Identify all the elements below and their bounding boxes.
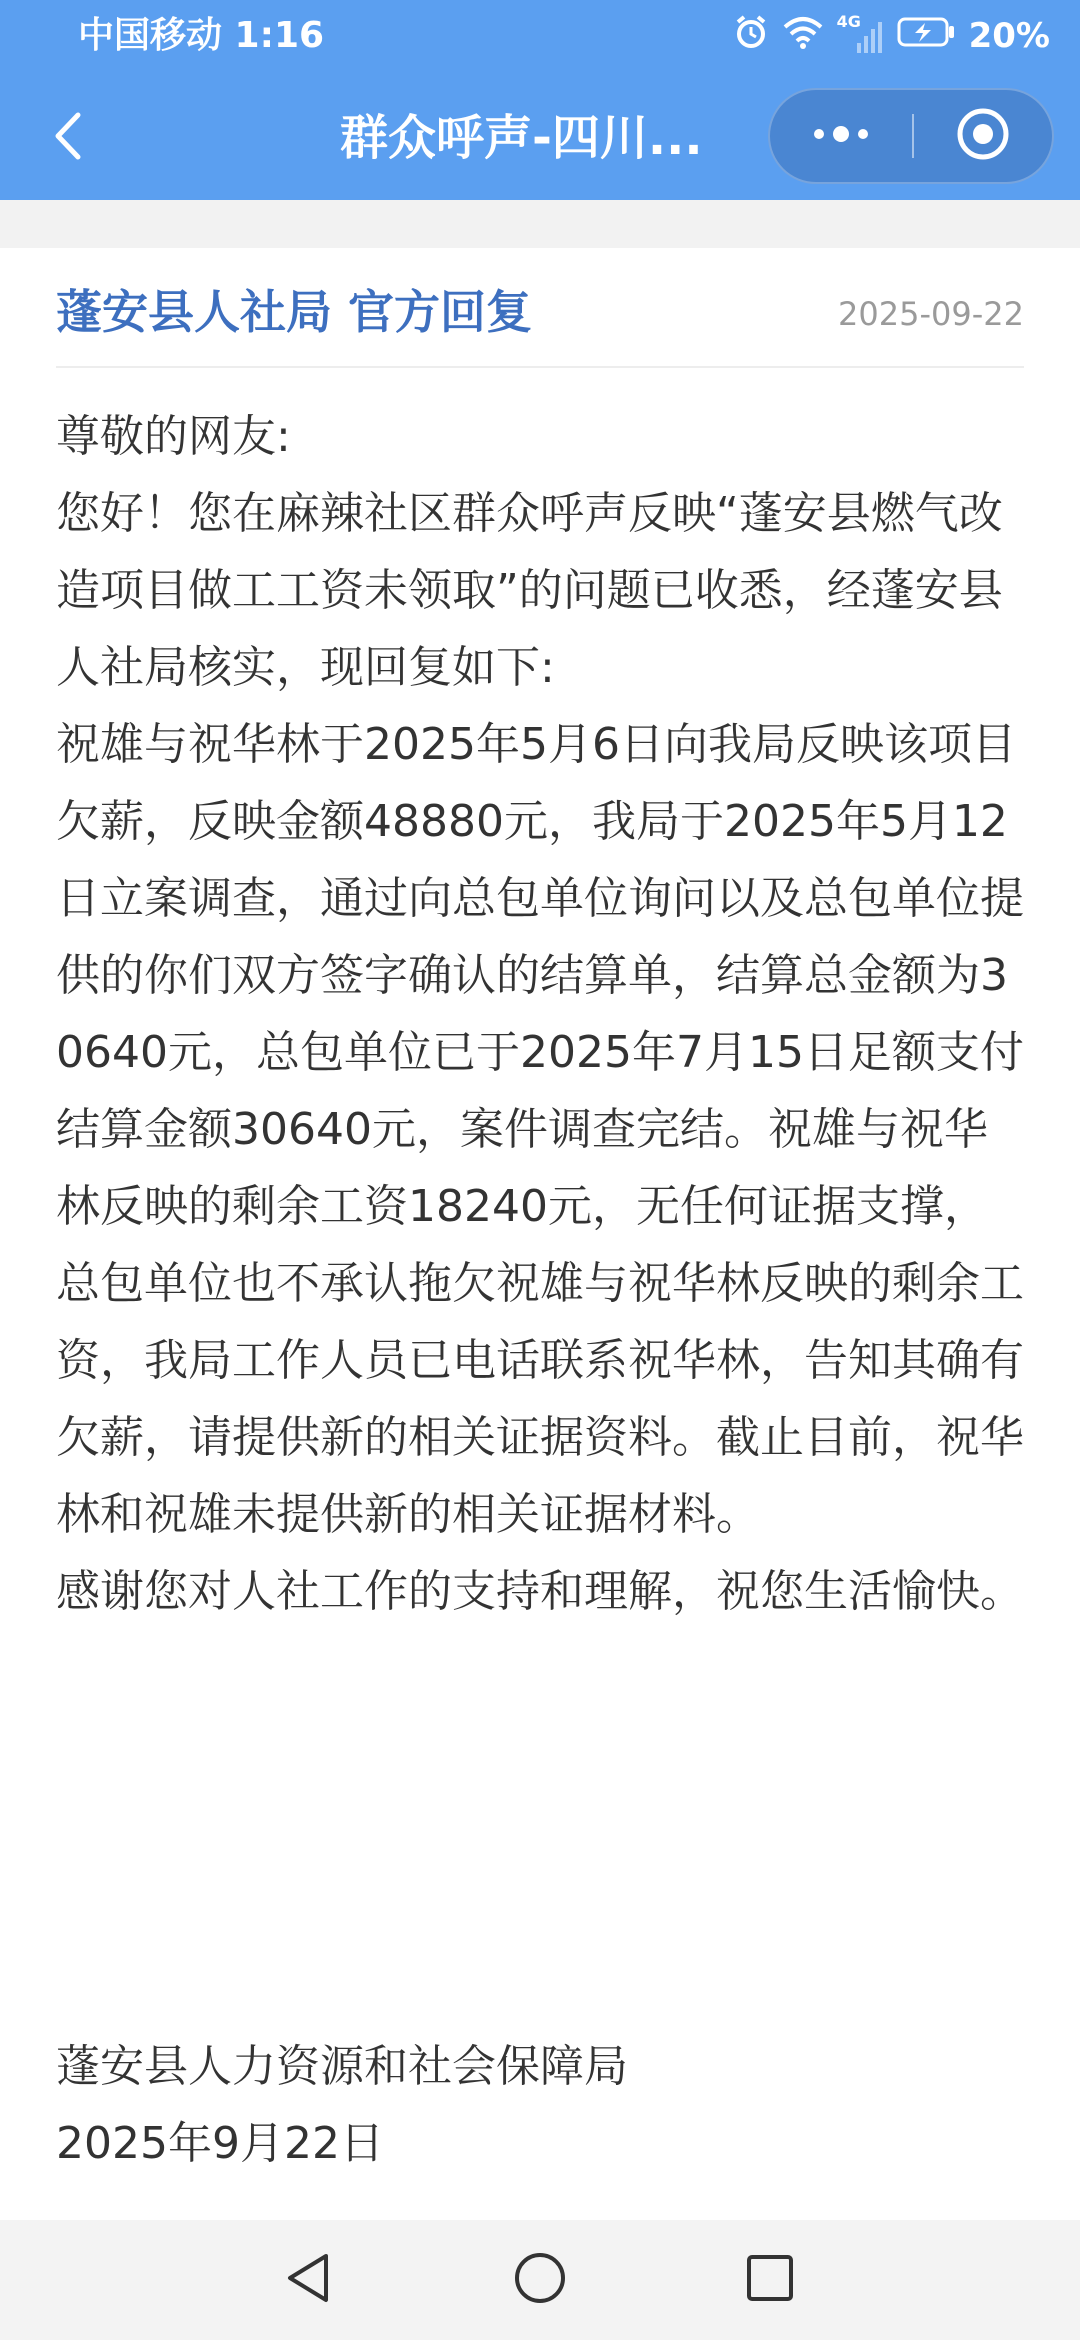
- more-dots-icon: [811, 124, 871, 148]
- app-header: [0, 0, 1080, 200]
- battery-percent: 20%: [968, 16, 1050, 56]
- miniprogram-capsule: [768, 88, 1054, 184]
- wifi-icon: [783, 15, 823, 58]
- greeting: 尊敬的网友:: [56, 411, 291, 462]
- close-miniprogram-button[interactable]: [914, 90, 1052, 182]
- nav-recent-button[interactable]: [738, 2248, 802, 2312]
- back-button[interactable]: [38, 108, 98, 168]
- signature: [56, 2028, 1024, 2182]
- triangle-back-icon: [282, 2250, 334, 2310]
- signature-org: 蓬安县人力资源和社会保障局: [56, 2041, 628, 2092]
- nav-home-button[interactable]: [508, 2248, 572, 2312]
- network-type: 4G: [836, 12, 861, 31]
- square-recent-icon: [744, 2252, 796, 2308]
- system-nav-bar: [0, 2220, 1080, 2340]
- reply-paragraph: 祝雄与祝华林于2025年5月6日向我局反映该项目欠薪，反映金额48880元，我局于2025年5月12日立案调查，通过向总包单位询问以及总包单位提供的你们双方签字确认的结算单，结算总金额为30640元，总包单位已于2025年7月15日足额支付结算金额30640元，案件调查完结。祝雄与祝华林反映的剩余工资18240元，无任何证据支撑，总包单位也不承认拖欠祝雄与祝华林反映的剩余工资，我局工作人员已电话联系祝华林，告知其确有欠薪，请提供新的相关证据资料。截止目前，祝华林和祝雄未提供新的相关证据材料。: [56, 719, 1024, 1540]
- circle-home-icon: [512, 2250, 568, 2310]
- battery-icon: [897, 16, 955, 57]
- status-bar: [0, 0, 1080, 72]
- signature-date: 2025年9月22日: [56, 2118, 384, 2169]
- status-icons: [733, 14, 1050, 58]
- page-title: 群众呼声-四川...: [340, 110, 703, 166]
- navbar: [0, 88, 1080, 188]
- divider: [56, 366, 1024, 368]
- reply-date: 2025-09-22: [838, 295, 1024, 333]
- nav-back-button[interactable]: [276, 2248, 340, 2312]
- closing-paragraph: 感谢您对人社工作的支持和理解，祝您生活愉快。: [56, 1566, 1024, 1617]
- section-gap: [0, 200, 1080, 248]
- carrier-time: 中国移动 1:16: [78, 15, 325, 56]
- reply-title: 蓬安县人社局 官方回复: [56, 285, 533, 339]
- reply-card: [0, 248, 1080, 2220]
- reply-paragraph: 您好！您在麻辣社区群众呼声反映“蓬安县燃气改造项目做工工资未领取”的问题已收悉，经蓬安县人社局核实，现回复如下:: [56, 488, 1003, 693]
- chevron-left-icon: [52, 111, 84, 165]
- alarm-icon: [733, 14, 769, 59]
- reply-header: [56, 278, 1024, 358]
- signal-icon: [836, 12, 883, 55]
- close-miniprogram-icon: [955, 106, 1011, 166]
- more-button[interactable]: [770, 90, 912, 182]
- reply-body: [56, 398, 1024, 1630]
